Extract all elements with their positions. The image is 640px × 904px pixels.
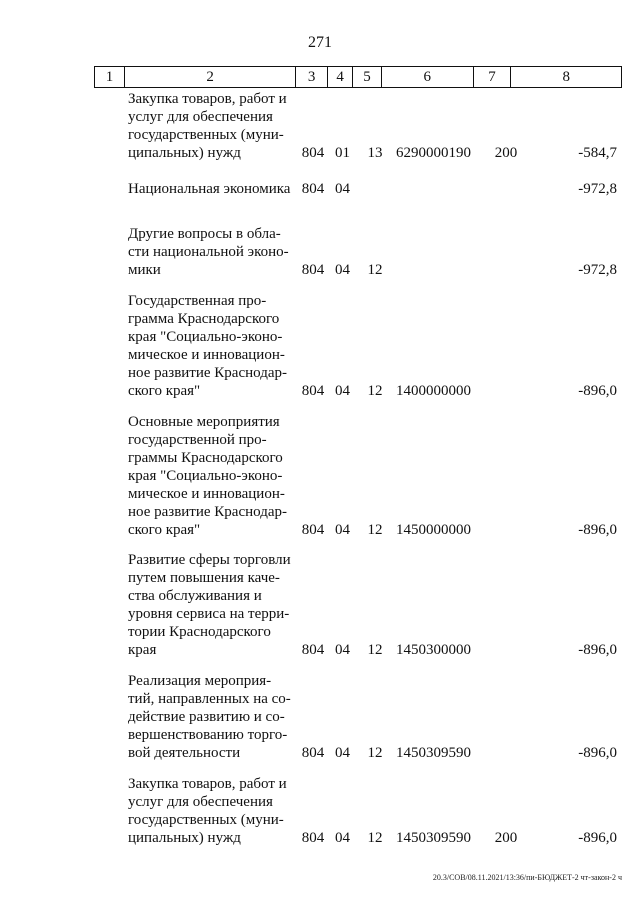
row-description [128,775,294,847]
cell-c5: 12 [367,262,383,278]
cell-c4: 04 [335,262,350,278]
description-line: уровня сервиса на терри- [128,606,290,622]
header-col-1: 1 [95,67,125,87]
description-line: ципальных) нужд [128,830,241,846]
description-line: действие развитию и со- [128,709,285,725]
cell-c8: -972,8 [578,262,617,278]
cell-c3: 804 [301,642,325,658]
cell-c3: 804 [301,181,325,197]
description-line: государственных (муни- [128,812,284,828]
cell-c6: 1450309590 [396,830,471,846]
cell-c3: 804 [301,745,325,761]
description-line: Основные мероприятия [128,414,280,430]
row-description [128,292,294,400]
description-line: услуг для обеспечения [128,109,273,125]
description-line: Государственная про- [128,293,267,309]
row-description [128,672,294,762]
cell-c3: 804 [301,145,325,161]
description-line: Развитие сферы торговли [128,552,291,568]
description-line: ципальных) нужд [128,145,241,161]
cell-c8: -896,0 [578,830,617,846]
description-line: ского края" [128,383,201,399]
description-line: ное развитие Краснодар- [128,504,288,520]
cell-c8: -896,0 [578,642,617,658]
description-line: края [128,642,157,658]
description-line: ное развитие Краснодар- [128,365,288,381]
cell-c5: 12 [367,383,383,399]
description-line: вершенствованию торго- [128,727,288,743]
cell-c4: 04 [335,745,350,761]
cell-c5: 12 [367,642,383,658]
description-line: государственных (муни- [128,127,284,143]
description-line: ства обслуживания и [128,588,262,604]
page-number: 271 [308,34,332,51]
description-line: ского края" [128,522,201,538]
description-line: Закупка товаров, работ и [128,91,287,107]
cell-c8: -896,0 [578,745,617,761]
cell-c4: 04 [335,383,350,399]
cell-c8: -584,7 [578,145,617,161]
header-col-7: 7 [474,67,512,87]
description-line: Реализация мероприя- [128,673,272,689]
description-line: сти национальной эконо- [128,244,289,260]
description-line: мическое и инновацион- [128,486,285,502]
cell-c5: 12 [367,830,383,846]
description-line: грамма Краснодарского [128,311,280,327]
cell-c4: 04 [335,830,350,846]
cell-c8: -896,0 [578,383,617,399]
description-line: государственной про- [128,432,267,448]
cell-c5: 13 [367,145,383,161]
description-line: края "Социально-эконо- [128,329,283,345]
table-header [94,66,622,88]
cell-c5: 12 [367,745,383,761]
description-line: вой деятельности [128,745,241,761]
row-description [128,551,294,659]
header-col-4: 4 [328,67,353,87]
header-col-3: 3 [296,67,328,87]
cell-c7: 200 [494,145,518,161]
cell-c6: 1400000000 [396,383,471,399]
description-line: тий, направленных на со- [128,691,291,707]
description-line: тории Краснодарского [128,624,271,640]
description-line: мическое и инновацион- [128,347,285,363]
cell-c5: 12 [367,522,383,538]
description-line: Национальная экономика [128,181,291,197]
description-line: Другие вопросы в обла- [128,226,281,242]
cell-c8: -972,8 [578,181,617,197]
footer-stamp: 20.3/СОВ/08.11.2021/13:36/пи-БЮДЖЕТ-2 чт-закон-2 ч [432,873,622,882]
cell-c6: 1450000000 [396,522,471,538]
row-description [128,413,294,539]
cell-c8: -896,0 [578,522,617,538]
description-line: Закупка товаров, работ и [128,776,287,792]
header-col-5: 5 [353,67,382,87]
header-col-6: 6 [382,67,474,87]
description-line: услуг для обеспечения [128,794,273,810]
description-line: края "Социально-эконо- [128,468,283,484]
description-line: граммы Краснодарского [128,450,283,466]
cell-c4: 01 [335,145,350,161]
row-description [128,180,294,198]
cell-c6: 1450309590 [396,745,471,761]
cell-c3: 804 [301,522,325,538]
row-description [128,225,294,279]
header-col-8: 8 [562,69,570,85]
description-line: путем повышения каче- [128,570,280,586]
header-col-2: 2 [125,67,296,87]
cell-c3: 804 [301,830,325,846]
cell-c3: 804 [301,383,325,399]
cell-c6: 1450300000 [396,642,471,658]
description-line: мики [128,262,161,278]
cell-c7: 200 [494,830,518,846]
cell-c4: 04 [335,642,350,658]
row-description [128,90,294,162]
cell-c3: 804 [301,262,325,278]
cell-c4: 04 [335,522,350,538]
cell-c6: 6290000190 [396,145,471,161]
cell-c4: 04 [335,181,350,197]
